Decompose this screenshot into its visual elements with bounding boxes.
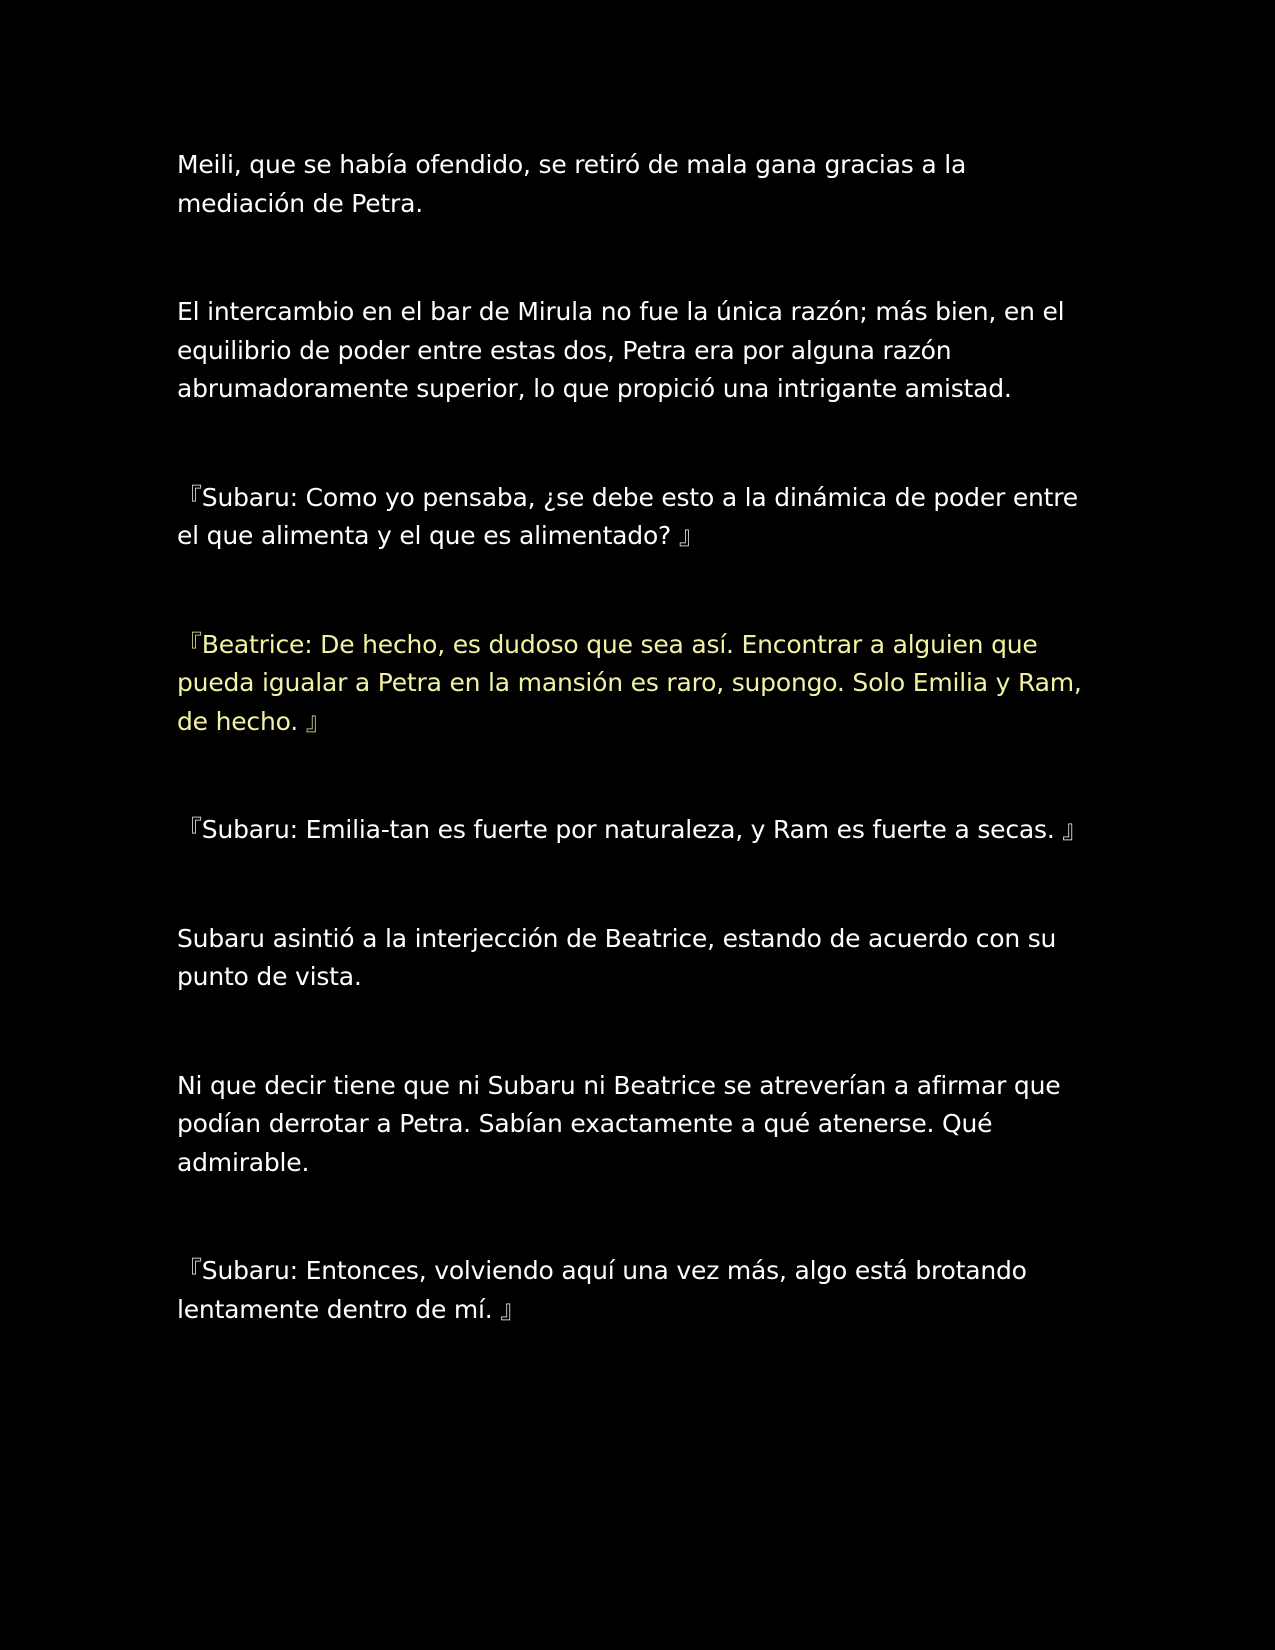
dialogue-subaru: 『Subaru: Entonces, volviendo aquí una vez más, algo está brotando lentamente dentro de mí. 』 [177,1256,1027,1324]
dialogue-subaru: 『Subaru: Emilia-tan es fuerte por naturaleza, y Ram es fuerte a secas. 』 [177,815,1088,844]
narration-paragraph: El intercambio en el bar de Mirula no fue la única razón; más bien, en el equilibrio de poder entre estas dos, Petra era por alguna razón abrumadoramente superior, lo que propició una intrigante amistad. [177,297,1065,403]
dialogue-subaru: 『Subaru: Como yo pensaba, ¿se debe esto a la dinámica de poder entre el que alimenta y el que es alimentado? 』 [177,482,1078,550]
dialogue-beatrice: 『Beatrice: De hecho, es dudoso que sea así. Encontrar a alguien que pueda igualar a Petra en la mansión es raro, supongo. Solo Emilia y Ram, de hecho. 』 [177,629,1082,736]
narration-paragraph: Subaru asintió a la interjección de Beatrice, estando de acuerdo con su punto de vista. [177,923,1057,991]
narration-paragraph: Ni que decir tiene que ni Subaru ni Beatrice se atreverían a afirmar que podían derrotar a Petra. Sabían exactamente a qué atenerse. Qué admirable. [177,1070,1061,1177]
document-page [177,146,1097,1329]
narration-paragraph: Meili, que se había ofendido, se retiró de mala gana gracias a la mediación de Petra. [177,150,967,218]
